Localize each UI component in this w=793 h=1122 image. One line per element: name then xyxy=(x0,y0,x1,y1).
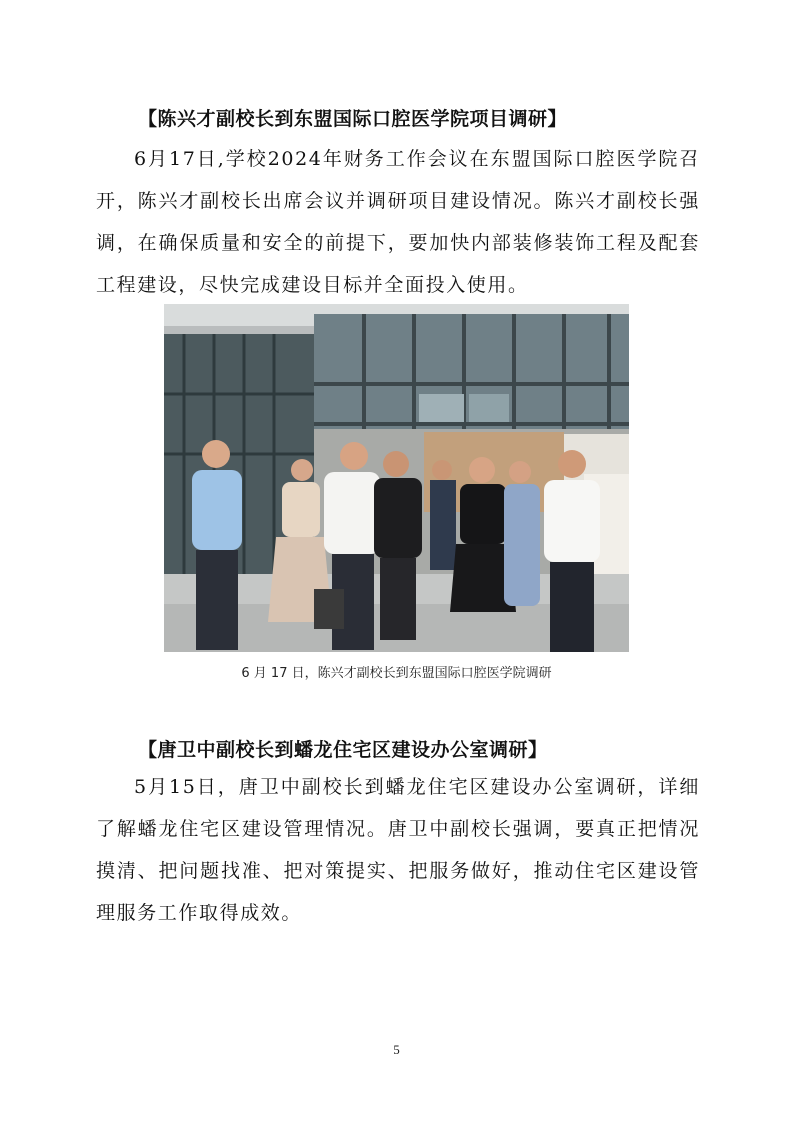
section1-paragraph: 6月17日,学校2024年财务工作会议在东盟国际口腔医学院召开，陈兴才副校长出席会议并调研项目建设情况。陈兴才副校长强调，在确保质量和安全的前提下，要加快内部装修装饰工程及配套工程建设，尽快完成建设目标并全面投入使用。 xyxy=(96,148,700,296)
section2-paragraph: 5月15日，唐卫中副校长到蟠龙住宅区建设办公室调研，详细了解蟠龙住宅区建设管理情况。唐卫中副校长强调，要真正把情况摸清、把问题找准、把对策提实、把服务做好，推动住宅区建设管理服务工作取得成效。 xyxy=(96,776,700,924)
site-visit-photo xyxy=(164,304,629,652)
page-number: 5 xyxy=(393,1042,400,1057)
section1-heading: 【陈兴才副校长到东盟国际口腔医学院项目调研】 xyxy=(138,108,568,130)
section2-heading: 【唐卫中副校长到蟠龙住宅区建设办公室调研】 xyxy=(138,739,548,761)
photo-caption: 6 月 17 日，陈兴才副校长到东盟国际口腔医学院调研 xyxy=(241,666,552,681)
